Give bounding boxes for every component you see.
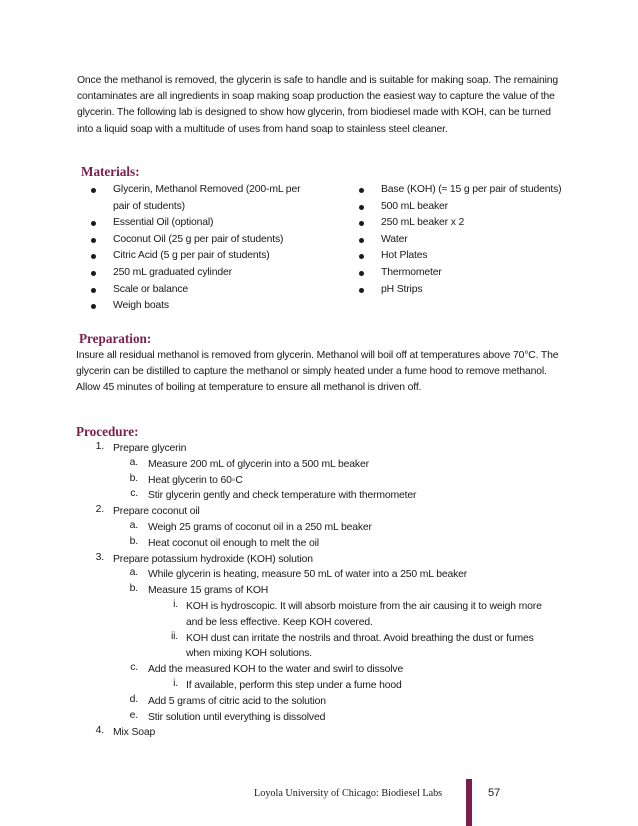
step-number: b. <box>129 472 138 484</box>
step-number: b. <box>129 535 138 547</box>
list-item: Thermometer <box>359 265 589 282</box>
materials-list-left <box>91 182 311 315</box>
list-item: 250 mL beaker x 2 <box>359 215 589 232</box>
step-text: Measure 200 mL of glycerin into a 500 mL beaker <box>148 458 369 470</box>
step-text: Stir glycerin gently and check temperature with thermometer <box>148 490 417 502</box>
step-text: Heat coconut oil enough to melt the oil <box>148 537 319 549</box>
footer-title: Loyola University of Chicago: Biodiesel Labs <box>254 788 443 799</box>
step-number: i. <box>173 678 178 689</box>
step-text: and be less effective. Keep KOH covered. <box>186 616 373 628</box>
list-item: Coconut Oil (25 g per pair of students) <box>91 232 311 249</box>
materials-list-right <box>359 182 589 298</box>
step-text: While glycerin is heating, measure 50 mL of water into a 250 mL beaker <box>148 569 468 581</box>
step-text: Measure 15 grams of KOH <box>148 585 269 597</box>
intro-paragraph: Once the methanol is removed, the glycerin is safe to handle and is suitable for making soap. The remaining contaminates are all ingredients in soap making soap production the easiest way to capture the value of the glycerin. The following lab is designed to show how glycerin, from biodiesel made with KOH, can be turned into a liquid soap with a multitude of uses from hand soap to stainless steel cleaner. <box>77 75 559 135</box>
step-text: Add the measured KOH to the water and swirl to dissolve <box>148 664 404 676</box>
step-text: Mix Soap <box>113 727 156 739</box>
preparation-paragraph: Insure all residual methanol is removed from glycerin. Methanol will boil off at temperatures above 70°C. The glycerin can be distilled to capture the methanol or simply heated under a fume hood to remove methanol. Allow 45 minutes of boiling at temperature to ensure all methanol is driven off. <box>76 350 559 394</box>
step-number: a. <box>129 520 138 531</box>
step-number: ii. <box>170 630 178 642</box>
step-text: Heat glycerin to 60◦C <box>148 474 243 486</box>
step-number: i. <box>173 599 178 610</box>
step-text: KOH is hydroscopic. It will absorb moisture from the air causing it to weigh more <box>186 601 542 612</box>
footer-accent-bar <box>466 779 472 826</box>
list-item: 500 mL beaker <box>359 199 589 216</box>
step-number: 4. <box>95 725 104 737</box>
step-number: e. <box>129 709 138 721</box>
preparation-heading: Preparation: <box>79 331 152 346</box>
step-number: 2. <box>95 504 104 516</box>
materials-heading: Materials: <box>81 164 140 179</box>
step-text: when mixing KOH solutions. <box>186 648 313 660</box>
list-item: Glycerin, Methanol Removed (200-mL per pair of students) <box>91 182 311 215</box>
step-number: a. <box>129 456 138 468</box>
procedure-heading: Procedure: <box>76 424 139 439</box>
step-text: Prepare glycerin <box>113 443 187 454</box>
list-item: 250 mL graduated cylinder <box>91 265 311 282</box>
list-item: Water <box>359 232 589 249</box>
step-text: Weigh 25 grams of coconut oil in a 250 mL beaker <box>148 522 372 533</box>
step-text: If available, perform this step under a fume hood <box>186 680 402 691</box>
step-number: b. <box>129 583 138 595</box>
step-number: 3. <box>95 551 104 563</box>
list-item: Base (KOH) (≈ 15 g per pair of students) <box>359 182 589 199</box>
step-number: c. <box>130 662 138 674</box>
step-number: d. <box>129 693 138 705</box>
list-item: pH Strips <box>359 282 589 299</box>
list-item: Hot Plates <box>359 248 589 265</box>
step-number: c. <box>130 488 138 500</box>
step-number: 1. <box>95 441 104 452</box>
step-text: Prepare coconut oil <box>113 506 200 518</box>
page-number: 57 <box>488 787 501 799</box>
list-item: Weigh boats <box>91 298 311 315</box>
step-text: KOH dust can irritate the nostrils and throat. Avoid breathing the dust or fumes <box>186 632 534 644</box>
list-item: Essential Oil (optional) <box>91 215 311 232</box>
list-item: Scale or balance <box>91 282 311 299</box>
step-text: Add 5 grams of citric acid to the solution <box>148 695 326 707</box>
step-text: Prepare potassium hydroxide (KOH) solution <box>113 553 313 565</box>
list-item: Citric Acid (5 g per pair of students) <box>91 248 311 265</box>
step-text: Stir solution until everything is dissolved <box>148 711 326 723</box>
step-number: a. <box>129 567 138 579</box>
